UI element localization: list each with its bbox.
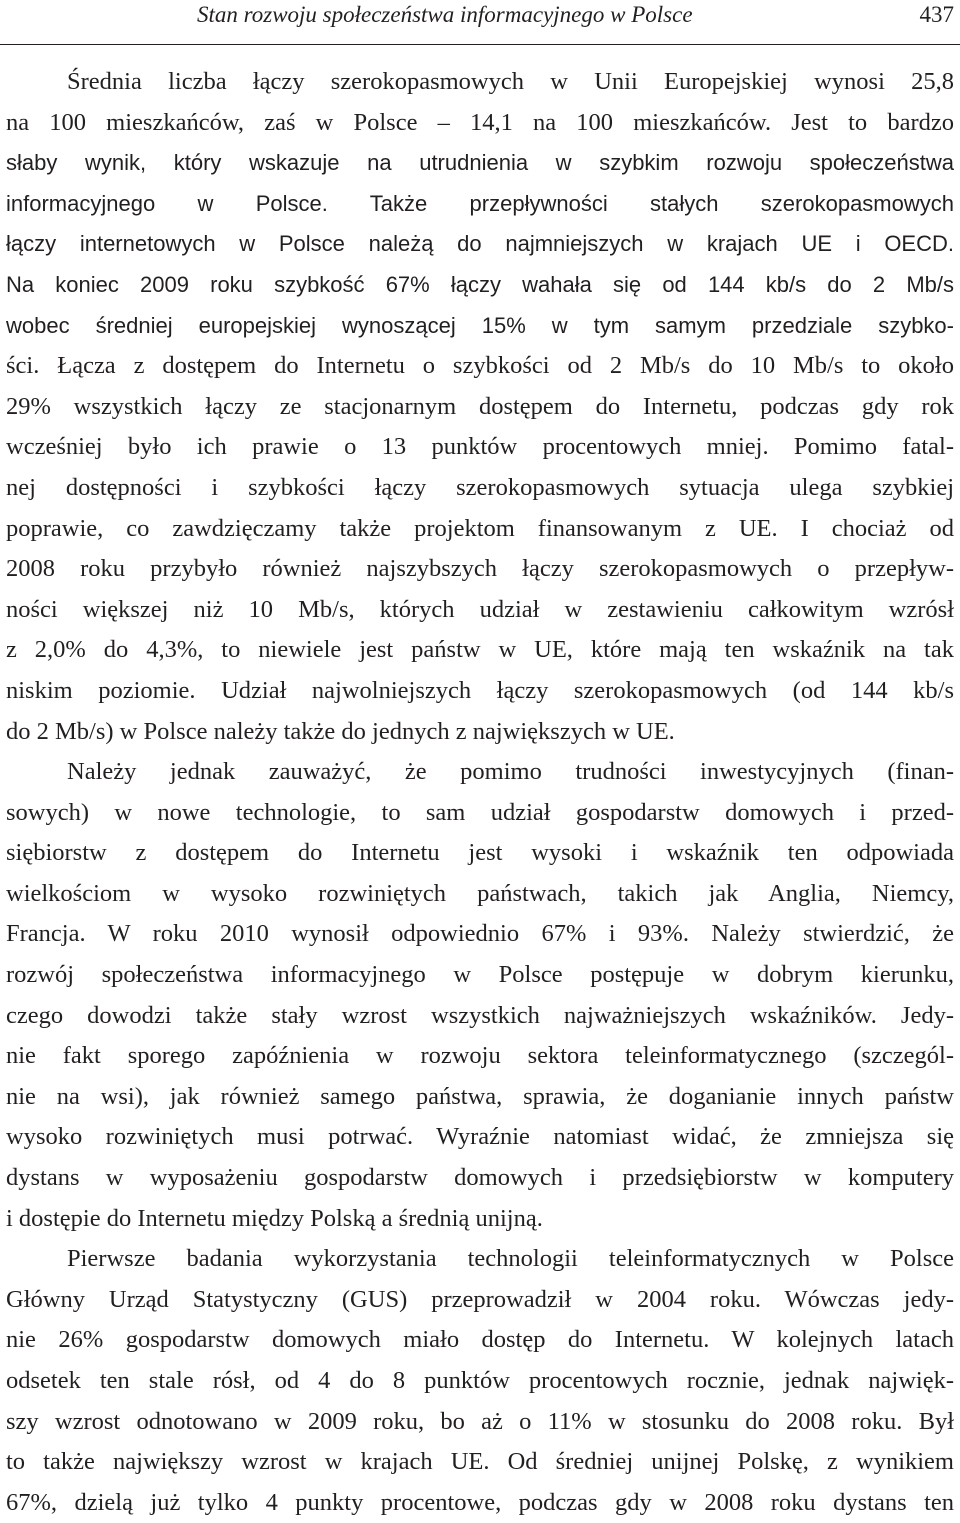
text-line: wobec średniej europejskiej wynoszącej 15% w tym samym przedziale szybko- (6, 312, 954, 338)
text-line: odsetek ten stale rósł, od 4 do 8 punktów procentowych rocznie, jednak najwięk- (6, 1367, 954, 1394)
text-line: Średnia liczba łączy szerokopasmowych w Unii Europejskiej wynosi 25,8 (67, 68, 954, 95)
text-line: nie 26% gospodarstw domowych miało dostęp do Internetu. W kolejnych latach (6, 1326, 954, 1354)
running-title: Stan rozwoju społeczeństwa informacyjnego w Polsce (197, 2, 693, 27)
body-text (6, 62, 954, 1523)
text-line: łączy internetowych w Polsce należą do najmniejszych w krajach UE i OECD. (6, 231, 954, 257)
text-line: Na koniec 2009 roku szybkość 67% łączy wahała się od 144 kb/s do 2 Mb/s (6, 271, 954, 297)
text-line: sowych) w nowe technologie, to sam udział gospodarstw domowych i przed- (6, 798, 954, 826)
text-line: Pierwsze badania wykorzystania technologii teleinformatycznych w Polsce (67, 1245, 954, 1273)
text-line: to także największy wzrost w krajach UE. Od średniej unijnej Polskę, z wynikiem (6, 1448, 954, 1476)
text-line: Francja. W roku 2010 wynosił odpowiednio 67% i 93%. Należy stwierdzić, że (6, 920, 954, 948)
text-line: nej dostępności i szybkości łączy szerokopasmowych sytuacja ulega szybkiej (6, 473, 954, 501)
text-line: słaby wynik, który wskazuje na utrudnienia w szybkim rozwoju społeczeństwa (6, 150, 954, 176)
paragraph-3 (6, 1239, 954, 1523)
text-line: nie fakt sporego zapóźnienia w rozwoju sektora teleinformatycznego (szczegól- (6, 1042, 954, 1070)
text-line: dystans w wyposażeniu gospodarstw domowych i przedsiębiorstw w komputery (6, 1164, 954, 1192)
text-line: wcześniej było ich prawie o 13 punktów procentowych mniej. Pomimo fatal- (6, 433, 954, 461)
text-line: Główny Urząd Statystyczny (GUS) przeprowadził w 2004 roku. Wówczas jedy- (6, 1285, 954, 1313)
text-line: rozwój społeczeństwa informacyjnego w Polsce postępuje w dobrym kierunku, (6, 961, 954, 989)
text-line: ści. Łącza z dostępem do Internetu o szybkości od 2 Mb/s do 10 Mb/s to około (6, 352, 954, 380)
text-line: poprawie, co zawdzięczamy także projektom finansowanym z UE. I chociaż od (6, 514, 954, 542)
text-line: Należy jednak zauważyć, że pomimo trudności inwestycyjnych (finan- (67, 758, 954, 786)
page-number: 437 (919, 2, 954, 27)
text-line: siębiorstw z dostępem do Internetu jest wysoki i wskaźnik ten odpowiada (6, 839, 954, 867)
paragraph-2 (6, 752, 954, 1239)
text-line: do 2 Mb/s) w Polsce należy także do jednych z największych w UE. (6, 717, 675, 745)
text-line: wielkościom w wysoko rozwiniętych państwach, takich jak Anglia, Niemcy, (6, 879, 954, 907)
text-line: nie na wsi), jak również samego państwa, sprawia, że doganianie innych państw (6, 1082, 954, 1110)
text-line: i dostępie do Internetu między Polską a średnią unijną. (6, 1204, 543, 1232)
text-line: wysoko rozwiniętych musi potrwać. Wyraźnie natomiast widać, że zmniejsza się (6, 1123, 954, 1151)
text-line: z 2,0% do 4,3%, to niewiele jest państw w UE, które mają ten wskaźnik na tak (6, 636, 954, 664)
text-line: 2008 roku przybyło również najszybszych łączy szerokopasmowych o przepływ- (6, 555, 954, 583)
text-line: 67%, dzielą już tylko 4 punkty procentowe, podczas gdy w 2008 roku dystans ten (6, 1488, 954, 1516)
text-line: czego dowodzi także stały wzrost wszystkich najważniejszych wskaźników. Jedy- (6, 1001, 954, 1029)
text-line: informacyjnego w Polsce. Także przepływności stałych szerokopasmowych (6, 190, 954, 216)
text-line: szy wzrost odnotowano w 2009 roku, bo aż o 11% w stosunku do 2008 roku. Był (6, 1407, 954, 1435)
running-header (0, 0, 960, 45)
paragraph-1 (6, 62, 954, 752)
text-line: ności większej niż 10 Mb/s, których udział w zestawieniu całkowitym wzrósł (6, 595, 954, 623)
text-line: na 100 mieszkańców, zaś w Polsce – 14,1 na 100 mieszkańców. Jest to bardzo (6, 108, 954, 136)
text-line: niskim poziomie. Udział najwolniejszych łączy szerokopasmowych (od 144 kb/s (6, 676, 954, 704)
text-line: 29% wszystkich łączy ze stacjonarnym dostępem do Internetu, podczas gdy rok (6, 392, 954, 420)
